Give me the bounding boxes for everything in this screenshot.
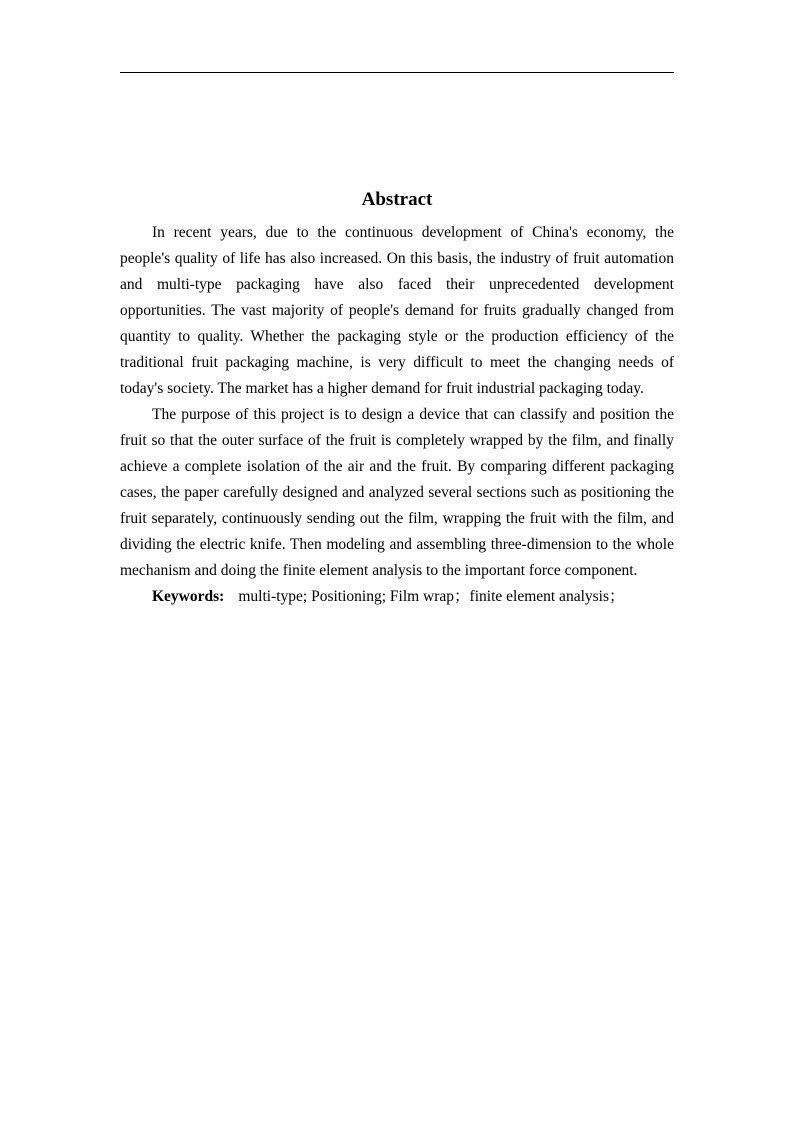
- keywords-text: multi-type; Positioning; Film wrap；finite element analysis；: [238, 588, 625, 605]
- abstract-title: Abstract: [361, 189, 433, 210]
- abstract-section: [120, 186, 674, 610]
- abstract-paragraph-2: The purpose of this project is to design a device that can classify and position the fruit so that the outer surface of the fruit is completely wrapped by the film, and finally achieve a complete isolation of the air and the fruit. By comparing different packaging cases, the paper carefully designed and analyzed several sections such as positioning the fruit separately, continuously sending out the film, wrapping the fruit with the film, and dividing the electric knife. Then modeling and assembling three-dimension to the whole mechanism and doing the finite element analysis to the important force component.: [120, 406, 674, 579]
- header-rule: [120, 72, 674, 73]
- abstract-paragraph-1: In recent years, due to the continuous development of China's economy, the people's quality of life has also increased. On this basis, the industry of fruit automation and multi-type packaging have also faced their unprecedented development opportunities. The vast majority of people's demand for fruits gradually changed from quantity to quality. Whether the packaging style or the production efficiency of the traditional fruit packaging machine, is very difficult to meet the changing needs of today's society. The market has a higher demand for fruit industrial packaging today.: [120, 224, 674, 397]
- keywords-label: Keywords:: [152, 588, 225, 605]
- keywords-line: [120, 584, 674, 610]
